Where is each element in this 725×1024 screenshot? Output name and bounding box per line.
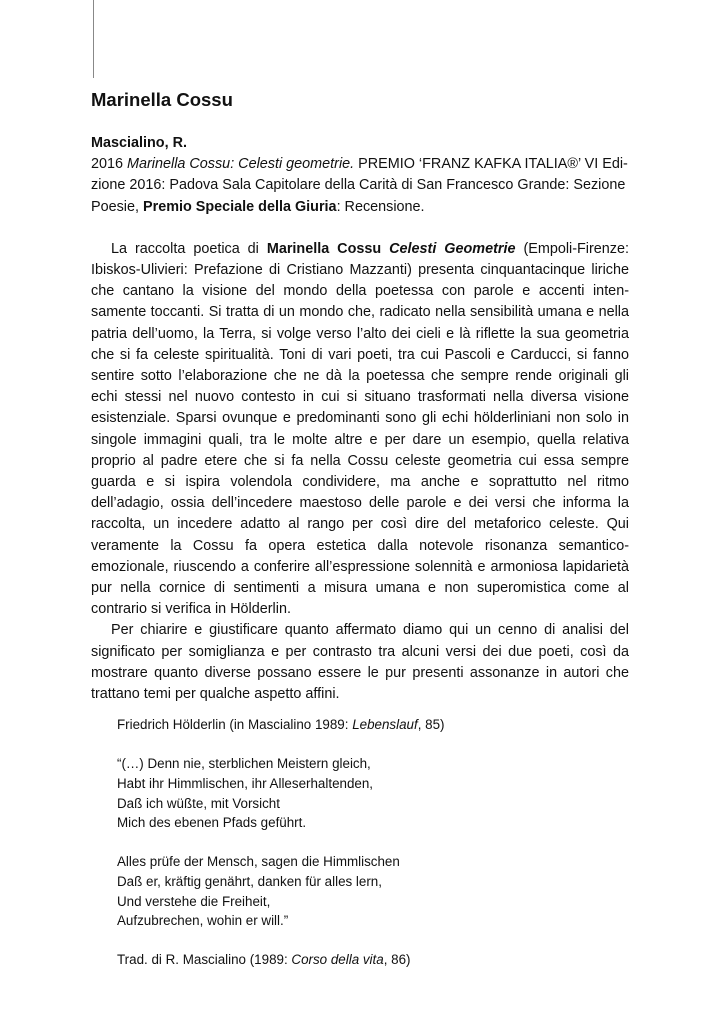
verse-line: Mich des ebenen Pfads geführt. — [117, 815, 307, 831]
citation-author: Mascialino, R. — [91, 135, 187, 151]
stanza-2 — [117, 852, 629, 930]
citation-prize: Premio Speciale della Giuria — [143, 198, 337, 215]
poet-name: Marinella Cossu — [266, 240, 382, 257]
collection-title: Celesti Geometrie — [389, 240, 516, 257]
translation-credit-text-1: Trad. di R. Mascialino (1989: — [117, 952, 292, 968]
verse-line: Habt ihr Himmlischen, ihr Alleserhaltenden, — [117, 776, 374, 792]
citation-text-2: : Recensione. — [336, 198, 425, 215]
translation-credit — [117, 950, 629, 970]
paragraph-1-text-1: La raccolta poetica di — [111, 240, 267, 257]
quotation-source-text-1: Friedrich Hölderlin (in Mascialino 1989: — [117, 717, 353, 733]
citation-work-title: Marinella Cossu: Celesti geometrie. — [127, 156, 355, 173]
verse-line: Daß ich wüßte, mit Vorsicht — [117, 795, 280, 811]
verse-line: Aufzubrechen, wohin er will.” — [117, 913, 289, 929]
stanza-1 — [117, 754, 629, 832]
verse-line: Daß er, kräftig genährt, danken für alles lern, — [117, 874, 382, 890]
quotation-source — [117, 715, 629, 735]
review-body — [91, 239, 629, 705]
citation-year: 2016 — [91, 156, 124, 173]
paragraph-1-text-2: (Empoli-Firenze: Ibiskos-Ulivieri: Prefazione di Cristiano Mazzanti) presenta cinquantacinque liriche che cantano la visione del mondo della poetessa con parole e accenti inten-samente toccanti. Si tratta di un mondo che, radicato nella sensibilità umana e nella patria dell’uomo, la Terra, si volge verso l’alto dei cieli e là riflette la sua geometria che si fa celeste spiritualità. Toni di vari poeti, tra cui Pascoli e Carducci, si fanno sentire sotto l’elaborazione che ne dà la poetessa che sempre rende originali gli echi stessi nel nuovo contesto in cui si situano trasformati nella diversa visione esistenziale. Sparsi ovunque e predominanti sono gli echi hölderliniani non solo in singole immagini quali, tra le molte altre e per dare un esempio, quella relativa proprio al padre etere che si fa nella Cossu celeste geometria cui essa sempre guarda e si ispira volendola condividere, ma anche e soprattutto nel ritmo dell’adagio, ossia dell’incedere maestoso delle parole e dei versi che informa la raccolta, un incedere adatto al rango per così dire del metaforico celeste. Qui veramente la Cossu fa opera estetica dalla notevole risonanza semantico-emozionale, riuscendo a conferire all’espressione solennità e armoniosa lapidarietà pur nella cornice di sentimenti a misura umana e non superomistica come al contrario si verifica in Hölderlin. — [91, 240, 629, 618]
paragraph-1 — [91, 239, 629, 621]
margin-rule — [93, 0, 94, 78]
verse-line: “(…) Denn nie, sterblichen Meistern gleich, — [117, 756, 371, 772]
quotation-block — [117, 715, 629, 970]
translation-credit-text-2: , 86) — [383, 952, 411, 968]
citation-text-1: PREMIO ‘FRANZ KAFKA ITALIA®’ VI Edi-zione 2016: Padova Sala Capitolare della Carità di San Francesco Grande: Sezione Poesie, — [91, 156, 628, 215]
paragraph-2: Per chiarire e giustificare quanto affermato diamo qui un cenno di analisi del significato per somiglianza e per contrasto tra alcuni versi dei due poeti, così da mostrare quanto diverse possano essere le pur presenti assonanze in autori che trattano temi per qualche aspetto affini. — [91, 622, 629, 703]
quotation-source-text-2: , 85) — [417, 717, 445, 733]
verse-line: Alles prüfe der Mensch, sagen die Himmlischen — [117, 854, 400, 870]
translation-credit-work: Corso della vita — [291, 952, 384, 968]
document-title: Marinella Cossu — [91, 89, 233, 110]
verse-line: Und verstehe die Freiheit, — [117, 893, 271, 909]
citation — [91, 133, 629, 218]
quotation-source-work: Lebenslauf — [352, 717, 418, 733]
document-page — [91, 88, 629, 970]
